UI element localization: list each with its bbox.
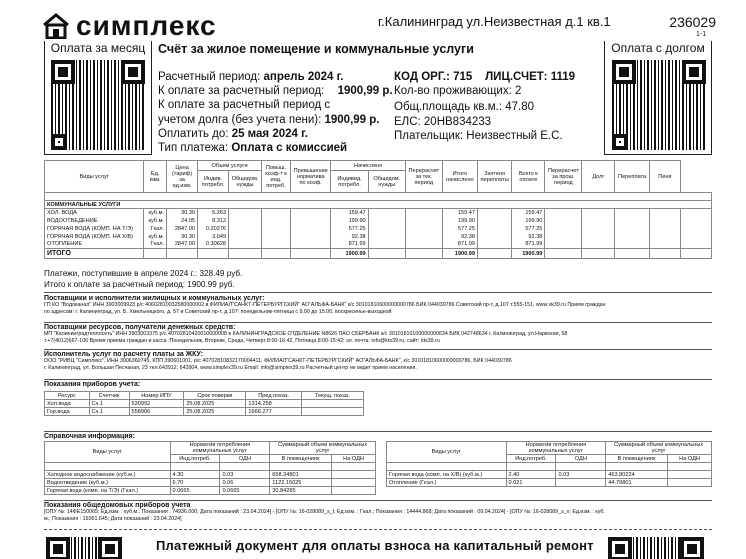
resources-line1: МП "Калининградтеплосеть" ИНН 3903003375 р/с 40702810420010000008 в КАЛИНИНГРАДСКОЕ ОТДЕЛЕНИЕ N8626 ПАО СБЕРБАНК к/с 30101810100000000634 БИК 042748634 г. Калининград, ул.Нарвская, 58 bbox=[44, 331, 568, 337]
due-debt-label2: учетом долга (без учета пени): bbox=[158, 113, 322, 126]
cell-empty bbox=[405, 209, 442, 217]
cell-ch: 199.90 bbox=[331, 217, 368, 225]
th-vol-common: Общедом. нужды bbox=[229, 171, 262, 193]
payer: Плательщик: Неизвестный Е.С. bbox=[394, 129, 563, 142]
table-row bbox=[387, 479, 712, 487]
cell-empty bbox=[582, 241, 615, 249]
bill-title: Счёт за жилое помещение и коммунальные услуги bbox=[158, 42, 474, 56]
meters-table bbox=[44, 391, 364, 416]
cell-unit: Гкал. bbox=[144, 241, 167, 249]
cell-due: 577.25 bbox=[512, 225, 545, 233]
reference-cell bbox=[387, 463, 507, 471]
th-excess: Превышение норматива по коэф. bbox=[290, 161, 331, 193]
ref-l-odn2: На ОДН bbox=[332, 455, 376, 463]
address: г.Калининград ул.Неизвестная д.1 кв.1 bbox=[378, 14, 611, 29]
meters-title: Показания приборов учета: bbox=[44, 381, 141, 388]
reference-cell: 6.70 bbox=[170, 479, 220, 487]
meters-cell bbox=[301, 408, 363, 416]
qr-code-debt[interactable] bbox=[612, 60, 706, 150]
cell-price: 30.30 bbox=[167, 233, 198, 241]
cell-empty bbox=[262, 233, 291, 241]
reference-cell: 0.03 bbox=[556, 471, 606, 479]
table-row bbox=[45, 225, 712, 233]
cell-empty bbox=[477, 225, 511, 233]
reference-cell: 0.0665 bbox=[170, 487, 220, 495]
cell-price: 24.05 bbox=[167, 217, 198, 225]
cell-total: 199.90 bbox=[442, 217, 477, 225]
cell-empty bbox=[680, 225, 711, 233]
th-overpay: Переплата bbox=[615, 161, 649, 193]
cell-empty bbox=[229, 225, 262, 233]
cell-ch: 871.99 bbox=[331, 241, 368, 249]
cell-price: 2847.00 bbox=[167, 241, 198, 249]
reference-cell bbox=[668, 471, 712, 479]
qr-debt-label: Оплата с долгом bbox=[605, 41, 711, 55]
reference-cell bbox=[668, 479, 712, 487]
cell-vol: 0.30628 bbox=[198, 241, 229, 249]
qr-capital-right-box bbox=[600, 533, 712, 559]
table-row bbox=[45, 209, 712, 217]
reference-table-right bbox=[386, 441, 712, 487]
cell-unit: Гкал. bbox=[144, 225, 167, 233]
cell-empty bbox=[545, 217, 582, 225]
cell-empty bbox=[615, 225, 649, 233]
cell-empty bbox=[649, 217, 680, 225]
executor-line1: ООО "РИВЦ "Симплекс", ИНН 3906360745, КПП 390601001, р/с 40702810832170004411, ФИЛИАЛ"САНКТ-ПЕТЕРБУРГСКИЙ" АО"АЛЬФА-БАНК", к/с 30101810600000000786, БИК 044030786 bbox=[44, 358, 512, 364]
area: Общ.площадь кв.м.: 47.80 bbox=[394, 101, 535, 114]
ref-l-service: Виды услуг bbox=[45, 442, 171, 463]
th-debt: Долг bbox=[582, 161, 615, 193]
providers-block bbox=[44, 295, 712, 316]
els: ЕЛС: 20НВ834233 bbox=[394, 115, 492, 128]
cell-empty bbox=[649, 209, 680, 217]
reference-cell bbox=[506, 463, 556, 471]
cell-due: 871.99 bbox=[512, 241, 545, 249]
total-label: ИТОГО bbox=[45, 249, 144, 259]
table-row bbox=[45, 408, 364, 416]
doc-number: 236029 bbox=[669, 14, 716, 30]
due-debt-value: 1900,99 р. bbox=[324, 113, 380, 126]
cell-service: ГОРЯЧАЯ ВОДА (КОМП. НА Х/В) bbox=[45, 233, 144, 241]
cell-empty bbox=[290, 225, 331, 233]
pay-by-label: Оплатить до: bbox=[158, 127, 229, 140]
cell-empty bbox=[368, 217, 405, 225]
cell-empty bbox=[290, 233, 331, 241]
cell-empty bbox=[229, 233, 262, 241]
executor-line2: г. Калининград, ул. Большая Песчаная, 23 тел.643912, 643904, www.simplex39.ru Email: info@simplex39.ru Расчетный центр не ведет прием населения. bbox=[44, 365, 417, 371]
cell-ch: 92.38 bbox=[331, 233, 368, 241]
reference-cell bbox=[332, 463, 376, 471]
ref-r-norm: Норматив потребления коммунальных услуг bbox=[506, 442, 606, 455]
meters-cell bbox=[301, 400, 363, 408]
table-row bbox=[45, 487, 376, 495]
th-service: Виды услуг bbox=[45, 161, 144, 193]
cell-empty bbox=[405, 241, 442, 249]
th-price: Цена (тариф) за ед.изм. bbox=[167, 161, 198, 193]
ref-r-sum: Суммарный объем коммунальных услуг bbox=[606, 442, 712, 455]
th-total-due: Всего к оплате bbox=[512, 161, 545, 193]
meters-header: Текущ. показ. bbox=[301, 392, 363, 400]
table-row bbox=[45, 241, 712, 249]
pay-type-value: Оплата с комиссией bbox=[231, 142, 348, 155]
payments-info bbox=[44, 268, 242, 290]
reference-cell: 4.30 bbox=[170, 471, 220, 479]
meters-cell: 25.08.2025 bbox=[184, 400, 246, 408]
cell-empty bbox=[545, 233, 582, 241]
reference-cell: Горячая вода (комп. на Т/Э) (Гкал.) bbox=[45, 487, 171, 495]
reference-cell: 0.06 bbox=[220, 479, 270, 487]
reference-cell: 0.021 bbox=[506, 479, 556, 487]
executor-block bbox=[44, 351, 712, 372]
account-value: 1119 bbox=[550, 71, 576, 83]
reference-cell bbox=[556, 479, 606, 487]
meters-cell: 25.08.2025 bbox=[184, 408, 246, 416]
th-coef: Повыш. коэф-т к инд. потреб. bbox=[262, 161, 291, 193]
qr-capital-left-box bbox=[42, 533, 122, 559]
charges-table bbox=[44, 160, 712, 259]
cell-total: 159.47 bbox=[442, 209, 477, 217]
cell-service: ВОДООТВЕДЕНИЕ bbox=[45, 217, 144, 225]
qr-month-label: Оплата за месяц bbox=[45, 41, 151, 55]
cell-empty bbox=[290, 241, 331, 249]
reference-cell bbox=[332, 471, 376, 479]
cell-empty bbox=[368, 241, 405, 249]
cell-empty bbox=[262, 217, 291, 225]
th-unit: Ед. изм. bbox=[144, 161, 167, 193]
meters-cell: Хол.вода bbox=[45, 400, 90, 408]
providers-title: Поставщики и исполнители жилищных и коммунальных услуг: bbox=[44, 295, 265, 302]
section-label: КОММУНАЛЬНЫЕ УСЛУГИ bbox=[45, 201, 144, 209]
ref-l-odn: ОДН bbox=[220, 455, 270, 463]
qr-debt-box bbox=[604, 41, 712, 155]
ref-l-sum: Суммарный объем коммунальных услуг bbox=[270, 442, 376, 455]
cell-empty bbox=[262, 225, 291, 233]
reference-cell: 658.34801 bbox=[270, 471, 332, 479]
cell-empty bbox=[649, 225, 680, 233]
reference-cell: 0.0665 bbox=[220, 487, 270, 495]
total-total: 1900.99 bbox=[442, 249, 477, 259]
payments-total: Итого к оплате за расчетный период: 1900.99 руб. bbox=[44, 280, 235, 289]
meters-cell: 530992 bbox=[129, 400, 184, 408]
cell-empty bbox=[290, 209, 331, 217]
ref-l-rooms: В помещениях bbox=[270, 455, 332, 463]
cell-unit: куб.м. bbox=[144, 217, 167, 225]
ref-r-service: Виды услуг bbox=[387, 442, 507, 463]
ref-l-norm: Норматив потребления коммунальных услуг bbox=[170, 442, 270, 455]
resources-line2: т.+7(4012)667-106 Время приема граждан и касса :Понедельник, Вторник, Среда, Четверг 8:00-16:42, Пятница 8:00-15:42; эл. почта: info@kts39.ru, сайт: kts39.ru bbox=[44, 338, 440, 344]
qr-code-month[interactable] bbox=[51, 60, 145, 150]
th-ch-common: Общедом. нужды bbox=[368, 171, 405, 193]
cell-empty bbox=[229, 241, 262, 249]
th-volume: Объем услуги bbox=[198, 161, 262, 171]
due-debt-label1: К оплате за расчетный период с bbox=[158, 99, 331, 112]
cell-empty bbox=[649, 233, 680, 241]
qr-code-capital-left[interactable] bbox=[46, 537, 122, 559]
reference-cell bbox=[220, 463, 270, 471]
reference-cell bbox=[556, 463, 606, 471]
reference-cell bbox=[332, 479, 376, 487]
cell-ch: 577.25 bbox=[331, 225, 368, 233]
reference-cell: Горячая вода (комп. на Х/В) (куб.м.) bbox=[387, 471, 507, 479]
resources-block bbox=[44, 324, 712, 345]
reference-cell bbox=[332, 487, 376, 495]
cut-line bbox=[44, 529, 712, 530]
cell-empty bbox=[615, 233, 649, 241]
reference-cell bbox=[170, 463, 220, 471]
ref-r-rooms: В помещениях bbox=[606, 455, 668, 463]
cell-empty bbox=[615, 209, 649, 217]
cell-unit: куб.м. bbox=[144, 233, 167, 241]
reference-cell bbox=[668, 463, 712, 471]
th-ch-ind: Индивид. потребл. bbox=[331, 171, 368, 193]
cell-empty bbox=[368, 225, 405, 233]
period-value: апрель 2024 г. bbox=[263, 71, 344, 83]
th-fine: Пеня bbox=[649, 161, 680, 193]
org-code-value: 715 bbox=[453, 71, 473, 83]
reference-cell bbox=[45, 463, 171, 471]
common-meters-line2: м.; Показания : 19261.645; Дата показаний : 23.04.2024] bbox=[44, 516, 182, 522]
cell-empty bbox=[582, 209, 615, 217]
reference-cell bbox=[270, 463, 332, 471]
account-label: ЛИЦ.СЧЕТ: bbox=[485, 71, 548, 83]
total-due: 1900.99 bbox=[512, 249, 545, 259]
cell-empty bbox=[680, 217, 711, 225]
meters-cell: 1314.258 bbox=[246, 400, 301, 408]
common-meters-block bbox=[44, 502, 712, 523]
cell-due: 159.47 bbox=[512, 209, 545, 217]
meters-header: Пред.показ. bbox=[246, 392, 301, 400]
resources-title: Поставщики ресурсов, получатели денежных средств: bbox=[44, 324, 236, 331]
common-meters-title: Показания общедомовых приборов учета bbox=[44, 502, 191, 509]
cell-empty bbox=[477, 241, 511, 249]
cell-empty bbox=[545, 209, 582, 217]
meters-cell: Гор.вода bbox=[45, 408, 90, 416]
cell-empty bbox=[405, 233, 442, 241]
cell-empty bbox=[477, 217, 511, 225]
due-label: К оплате за расчетный период: bbox=[158, 85, 325, 98]
table-row bbox=[387, 471, 712, 479]
bill-info-right bbox=[394, 70, 575, 143]
ref-r-odn2: На ОДН bbox=[668, 455, 712, 463]
reference-cell: 30.84285 bbox=[270, 487, 332, 495]
reference-cell: Холодное водоснабжение (куб.м.) bbox=[45, 471, 171, 479]
brand-logo bbox=[42, 10, 217, 42]
cell-empty bbox=[545, 225, 582, 233]
cell-vol: 0.20276 bbox=[198, 225, 229, 233]
payments-received: Платежи, поступившие в апреле 2024 г.: 328.49 руб. bbox=[44, 269, 243, 278]
cell-empty bbox=[405, 225, 442, 233]
ref-r-odn: ОДН bbox=[556, 455, 606, 463]
pay-type-label: Тип платежа: bbox=[158, 142, 229, 155]
total-charged-ind: 1900.99 bbox=[331, 249, 368, 259]
meters-cell: 558906 bbox=[129, 408, 184, 416]
meters-header: Номер ИПУ bbox=[129, 392, 184, 400]
cell-ch: 159.47 bbox=[331, 209, 368, 217]
meters-cell: Сч.1 bbox=[89, 408, 129, 416]
cell-empty bbox=[262, 209, 291, 217]
qr-month-box bbox=[44, 41, 152, 155]
table-row bbox=[45, 463, 376, 471]
th-vol-ind: Индив. потребл. bbox=[198, 171, 229, 193]
cell-empty bbox=[680, 233, 711, 241]
cell-empty bbox=[615, 217, 649, 225]
th-paid-credit: Зачтено переплаты bbox=[477, 161, 511, 193]
executor-title: Исполнитель услуг по расчету платы за ЖКУ: bbox=[44, 351, 204, 358]
capital-repair-title: Платежный документ для оплаты взноса на капитальный ремонт bbox=[156, 538, 594, 553]
reference-cell: 1122.15025 bbox=[270, 479, 332, 487]
due-value: 1900,99 р. bbox=[337, 85, 393, 98]
cell-empty bbox=[649, 241, 680, 249]
cell-empty bbox=[229, 217, 262, 225]
cell-service: ГОРЯЧАЯ ВОДА (КОМП. НА Т/Э) bbox=[45, 225, 144, 233]
cell-empty bbox=[290, 217, 331, 225]
cell-total: 871.99 bbox=[442, 241, 477, 249]
table-row bbox=[45, 400, 364, 408]
reference-cell: 2.40 bbox=[506, 471, 556, 479]
cell-empty bbox=[582, 225, 615, 233]
th-charged: Начислено bbox=[331, 161, 405, 171]
cell-empty bbox=[615, 241, 649, 249]
meters-header: Срок поверки bbox=[184, 392, 246, 400]
reference-cell: 0.03 bbox=[220, 471, 270, 479]
table-row bbox=[45, 479, 376, 487]
ref-l-ind: Инд.потреб. bbox=[170, 455, 220, 463]
cell-vol: 5.263 bbox=[198, 209, 229, 217]
providers-line1: ГП КО "Водоканал" ИНН 3903009923 р/с 40602810032580000002 в ФИЛИАЛ"САНКТ-ПЕТЕРБУРГСКИЙ" АО"АЛЬФА-БАНК" к/с 30101810600000000786 БИК 044030786 Советский пр-т, д.107 т.555-151, www.vk39.ru Прием граждан bbox=[44, 302, 606, 308]
cell-empty bbox=[582, 217, 615, 225]
house-icon bbox=[42, 13, 70, 39]
cell-empty bbox=[477, 233, 511, 241]
cell-vol: 8.312 bbox=[198, 217, 229, 225]
reference-title: Справочная информация: bbox=[44, 433, 136, 440]
th-recalc-prev: Перерасчет за прош. период bbox=[545, 161, 582, 193]
cell-price: 30.30 bbox=[167, 209, 198, 217]
period-label: Расчетный период: bbox=[158, 71, 261, 83]
pay-by-value: 25 мая 2024 г. bbox=[231, 127, 308, 140]
meters-cell: Сч.1 bbox=[89, 400, 129, 408]
cell-empty bbox=[368, 209, 405, 217]
brand-name: симплекс bbox=[76, 10, 217, 41]
org-code-label: КОД ОРГ.: bbox=[394, 71, 450, 83]
cell-empty bbox=[262, 241, 291, 249]
meters-header: Счетчик bbox=[89, 392, 129, 400]
cell-vol: 3.049 bbox=[198, 233, 229, 241]
cell-due: 199.90 bbox=[512, 217, 545, 225]
bill-info-left bbox=[158, 70, 393, 155]
table-row bbox=[387, 463, 712, 471]
cell-due: 92.38 bbox=[512, 233, 545, 241]
cell-total: 92.38 bbox=[442, 233, 477, 241]
table-row bbox=[45, 233, 712, 241]
cell-empty bbox=[582, 233, 615, 241]
cell-unit: куб.м. bbox=[144, 209, 167, 217]
cell-empty bbox=[477, 209, 511, 217]
providers-line2: по адресам: г. Калининград, ул. Б. Хмельницкого, д. 57 и Советский пр-т, д.107: понедельник-пятница с 9.00 до 15.00, воскресенье-выходной bbox=[44, 309, 392, 315]
cell-price: 2847.00 bbox=[167, 225, 198, 233]
reference-table-left bbox=[44, 441, 376, 495]
cell-empty bbox=[680, 209, 711, 217]
reference-cell: Отопление (Гкал.) bbox=[387, 479, 507, 487]
meters-cell: 1666.277 bbox=[246, 408, 301, 416]
th-total-charged: Итого начислено bbox=[442, 161, 477, 193]
meters-header: Ресурс bbox=[45, 392, 90, 400]
cell-total: 577.25 bbox=[442, 225, 477, 233]
reference-cell bbox=[606, 463, 668, 471]
reference-cell: Водоотведение (куб.м.) bbox=[45, 479, 171, 487]
th-recalc: Перерасчет за тек. период bbox=[405, 161, 442, 193]
common-meters-line1: [ОПУ №: 14ФЕ150065; Ед.изм. : куб.м.; Показания : 74936.000; Дата показаний : 23.04.2024] - [ОПУ №: 16-028089_s_t; Ед.изм. : Гкал.; Показания : 14444.868; Дата показаний : 09.04.2024] - [ОПУ №: 16-028089_s_v; Ед.изм. : куб. bbox=[44, 509, 605, 515]
residents: Кол-во проживающих: 2 bbox=[394, 85, 522, 98]
ref-r-ind: Инд.потреб. bbox=[506, 455, 556, 463]
cell-empty bbox=[405, 217, 442, 225]
table-row bbox=[45, 471, 376, 479]
table-row bbox=[45, 217, 712, 225]
cell-empty bbox=[545, 241, 582, 249]
cell-empty bbox=[229, 209, 262, 217]
reference-cell: 463.80224 bbox=[606, 471, 668, 479]
qr-code-capital-right[interactable] bbox=[608, 537, 704, 559]
cell-empty bbox=[368, 233, 405, 241]
cell-service: ХОЛ. ВОДА bbox=[45, 209, 144, 217]
cell-service: ОТОПЛЕНИЕ bbox=[45, 241, 144, 249]
reference-cell: 44.79801 bbox=[606, 479, 668, 487]
page-number: 1-1 bbox=[696, 31, 707, 38]
cell-empty bbox=[680, 241, 711, 249]
